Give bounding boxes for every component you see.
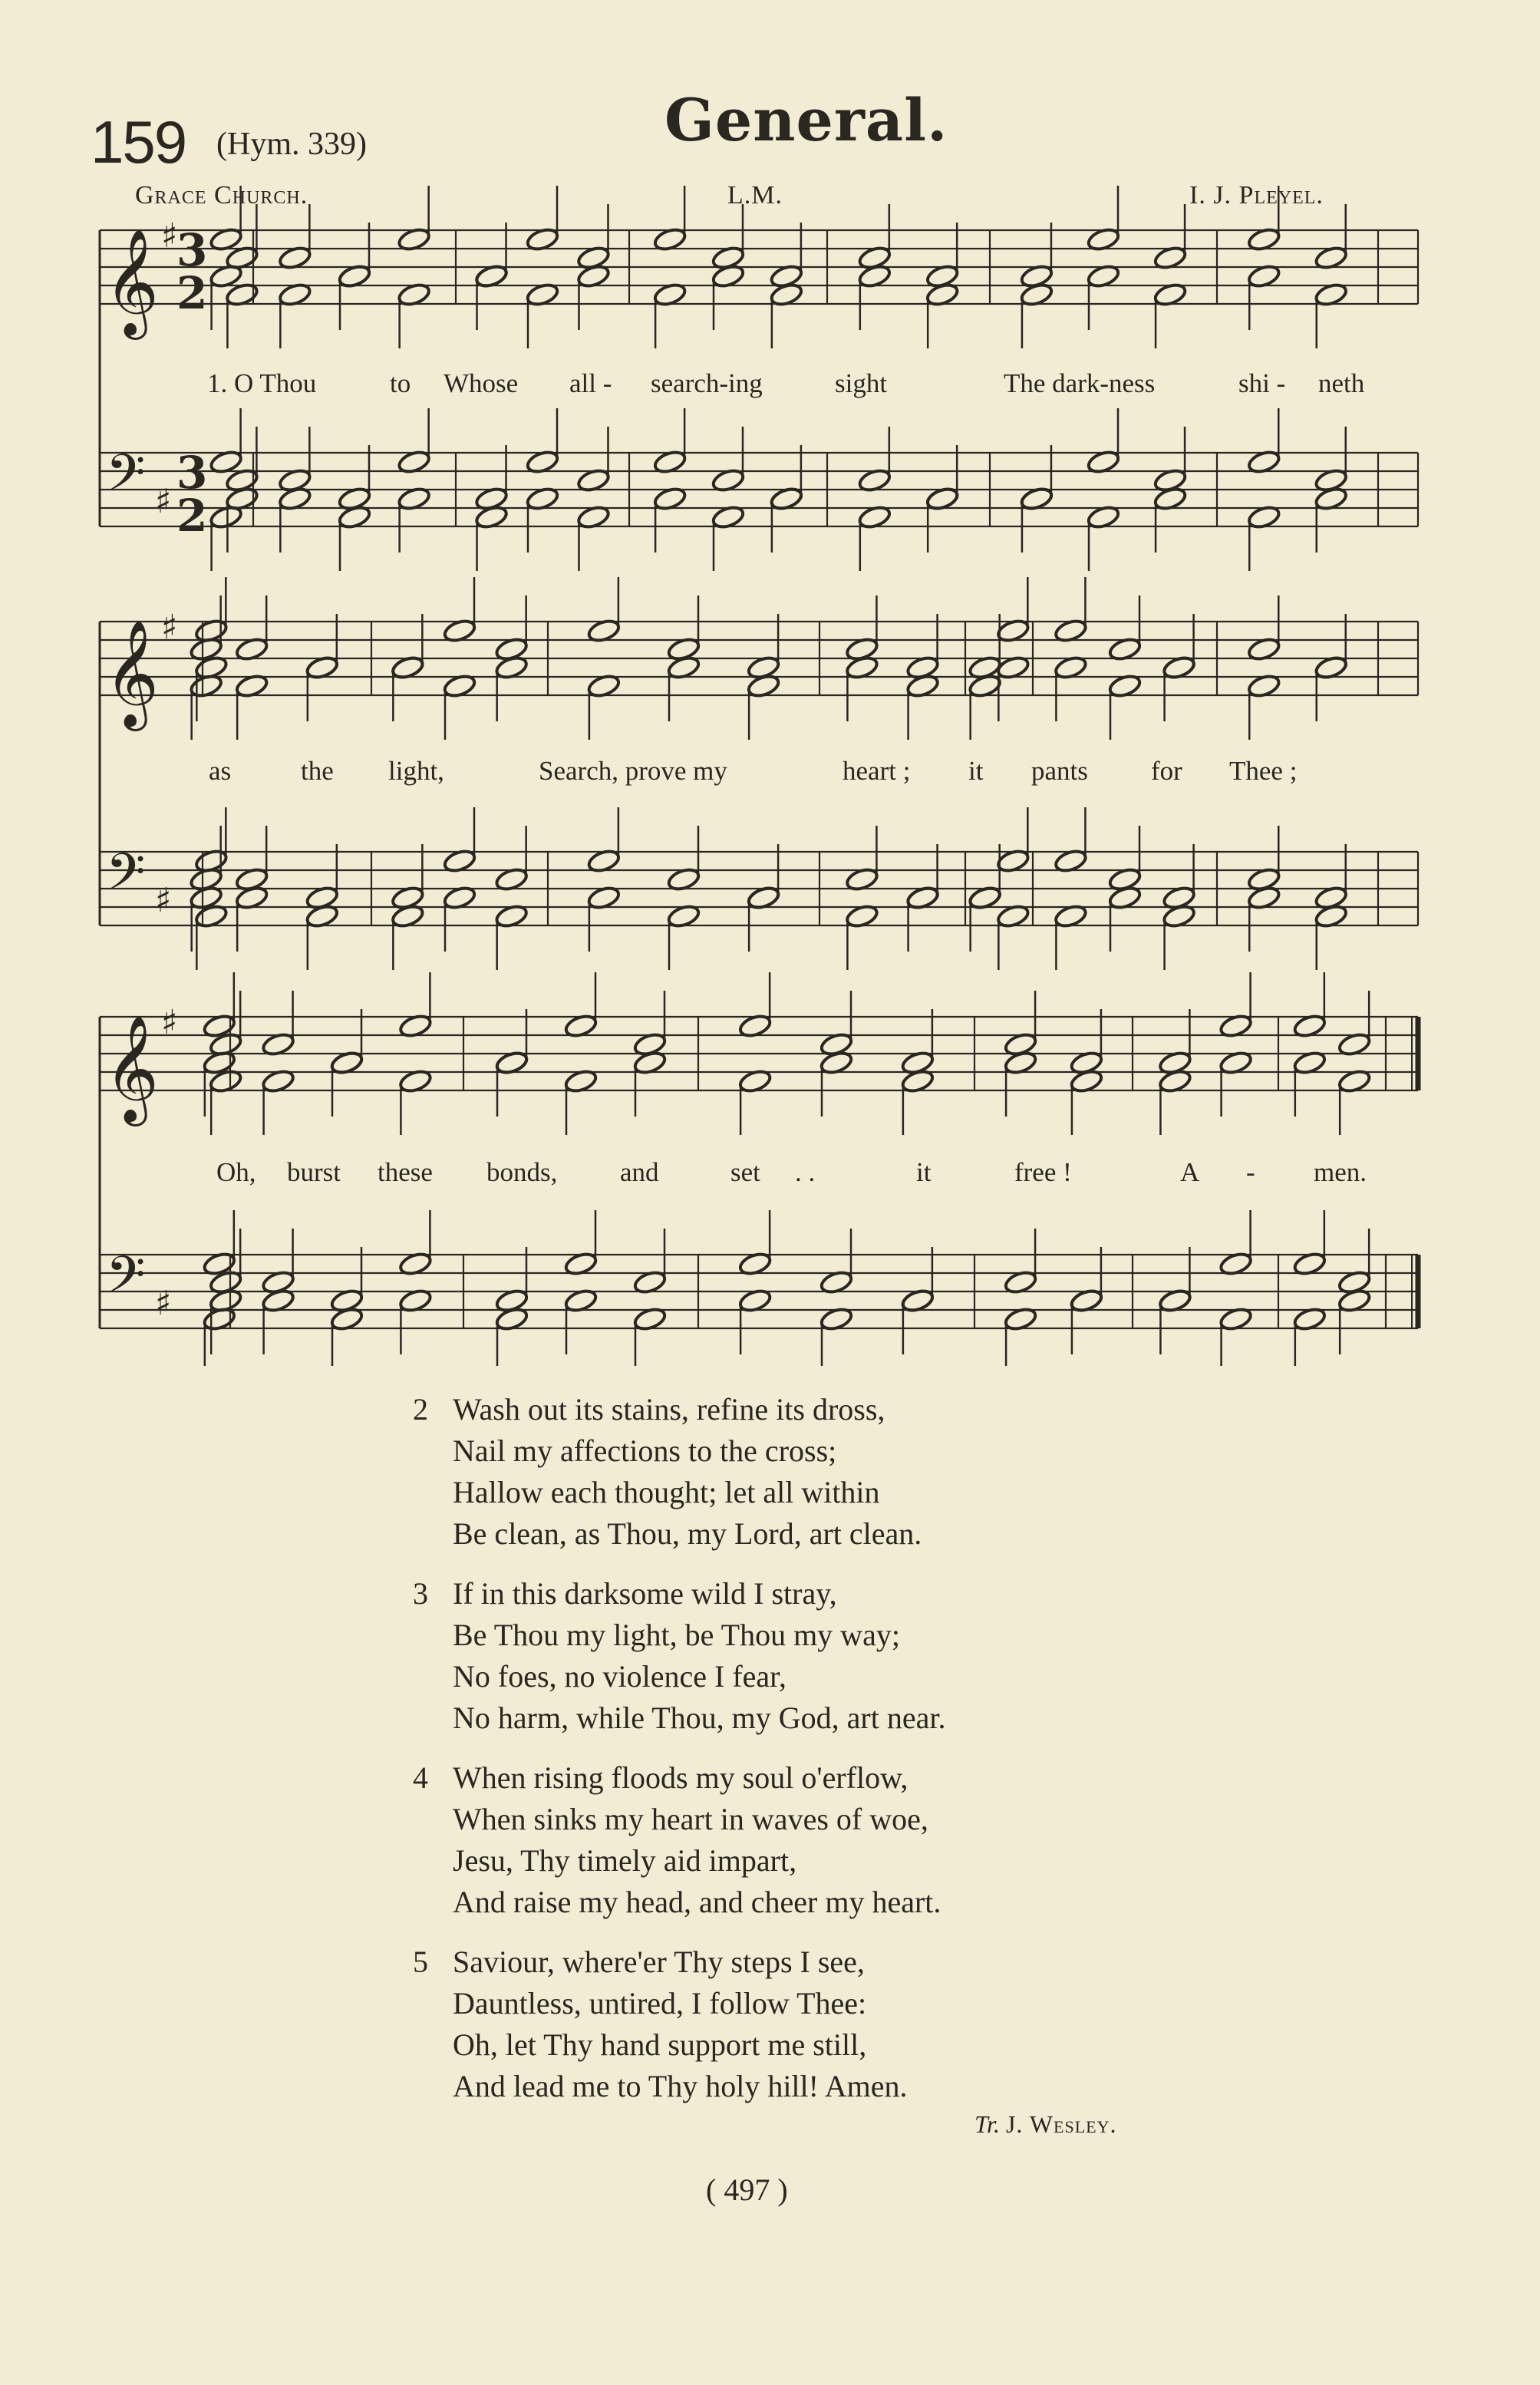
lyric-word: these (378, 1157, 433, 1187)
lyric-word: it (968, 756, 984, 786)
time-signature-top: 3 (176, 447, 208, 499)
stanza-line: And raise my head, and cheer my heart. (453, 1885, 941, 1919)
time-signature-bottom: 2 (176, 490, 208, 542)
key-sharp: ♯ (155, 482, 172, 521)
key-sharp: ♯ (161, 608, 178, 647)
bass-clef: 𝄢 (106, 444, 146, 515)
lyric-word: - (1246, 1157, 1255, 1187)
lyric-word: heart ; (843, 756, 911, 786)
treble-clef: 𝄞 (104, 1015, 159, 1122)
lyric-word: Oh, (216, 1157, 256, 1187)
lyric-word: to (390, 368, 411, 398)
lyric-word: as (209, 756, 232, 786)
lyrics-system-2 (0, 756, 1540, 790)
stanza-line: Be Thou my light, be Thou my way; (453, 1618, 900, 1652)
lyrics-system-1 (0, 368, 1540, 402)
stanza-number: 5 (413, 1945, 428, 1979)
stanza-line: Hallow each thought; let all within (453, 1475, 880, 1509)
stanza-line: Be clean, as Thou, my Lord, art clean. (453, 1516, 922, 1551)
lyric-word: light, (388, 756, 444, 786)
composer: I. J. Pleyel. (1189, 181, 1324, 209)
stanza-line: If in this darksome wild I stray, (453, 1576, 837, 1611)
stanza-number: 3 (413, 1576, 428, 1611)
lyric-word: free ! (1014, 1157, 1072, 1187)
stanza-line: When sinks my heart in waves of woe, (453, 1802, 928, 1836)
lyric-word: the (301, 756, 334, 786)
page-number: ( 497 ) (706, 2172, 788, 2207)
bass-clef: 𝄢 (106, 1245, 146, 1317)
time-signature-top: 3 (176, 224, 208, 276)
lyric-word: and (620, 1157, 659, 1187)
stanza-line: Saviour, where'er Thy steps I see, (453, 1945, 865, 1979)
tune-name: Grace Church. (135, 181, 308, 209)
hymn-number: 159 (91, 108, 186, 176)
lyrics-system-3 (0, 1157, 1540, 1191)
lyric-word: search-ing (651, 368, 763, 398)
stanza-line: Dauntless, untired, I follow Thee: (453, 1986, 867, 2020)
stanza-line: Oh, let Thy hand support me still, (453, 2027, 867, 2062)
lyric-word: Whose (444, 368, 519, 398)
lyric-word: neth (1318, 368, 1365, 398)
time-signature-bottom: 2 (176, 267, 208, 319)
stanza-line: And lead me to Thy holy hill! Amen. (453, 2069, 908, 2103)
lyric-word: 1. O Thou (207, 368, 317, 398)
lyric-word: all - (569, 368, 612, 398)
lyric-word: Search, prove my (539, 756, 727, 786)
translator-name: J. Wesley. (1005, 2110, 1117, 2138)
lyric-word: bonds, (486, 1157, 558, 1187)
lyric-word: men. (1314, 1157, 1367, 1187)
stanza-line: No foes, no violence I fear, (453, 1659, 786, 1694)
stanza-line: No harm, while Thou, my God, art near. (453, 1701, 946, 1735)
stanza-line: Jesu, Thy timely aid impart, (453, 1843, 797, 1878)
key-sharp: ♯ (161, 216, 178, 256)
section-title: General. (664, 86, 948, 154)
lyric-word: The dark-ness (1004, 368, 1156, 398)
lyric-word: set (730, 1157, 760, 1187)
key-sharp: ♯ (161, 1003, 178, 1042)
stanza-line: Wash out its stains, refine its dross, (453, 1392, 885, 1427)
lyric-word: for (1151, 756, 1182, 786)
key-sharp: ♯ (155, 881, 172, 920)
lyric-word: A (1180, 1157, 1200, 1187)
hymnal-reference: (Hym. 339) (216, 127, 367, 162)
lyric-word: it (916, 1157, 932, 1187)
stanza-number: 4 (413, 1760, 428, 1795)
meter: L.M. (727, 181, 783, 209)
stanza-line: When rising floods my soul o'erflow, (453, 1760, 909, 1795)
key-sharp: ♯ (155, 1284, 172, 1323)
lyric-word: pants (1031, 756, 1088, 786)
lyric-word: burst (287, 1157, 341, 1187)
stanza-number: 2 (413, 1392, 428, 1427)
translator-prefix: Tr. (974, 2110, 1000, 2138)
treble-clef: 𝄞 (104, 229, 159, 335)
treble-clef: 𝄞 (104, 620, 159, 727)
lyric-word: Thee ; (1229, 756, 1298, 786)
lyric-word: shi - (1238, 368, 1286, 398)
lyric-word: . . (795, 1157, 816, 1187)
lyric-word: sight (835, 368, 888, 398)
translator-credit (974, 2110, 1116, 2139)
bass-clef: 𝄢 (106, 843, 146, 914)
stanza-line: Nail my affections to the cross; (453, 1433, 837, 1468)
